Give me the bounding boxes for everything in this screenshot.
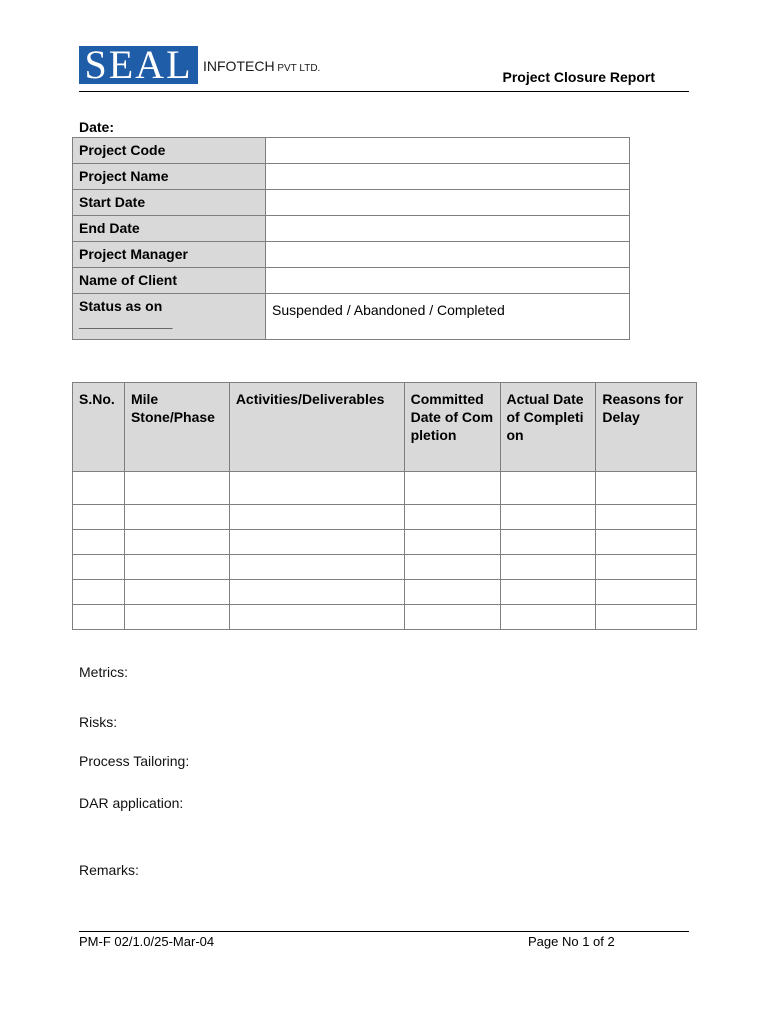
table-cell[interactable] [229, 472, 404, 505]
info-row-project-code [73, 138, 630, 164]
table-cell[interactable] [500, 555, 596, 580]
remarks-label: Remarks: [79, 862, 139, 878]
risks-label: Risks: [79, 714, 118, 730]
info-label: Project Code [73, 138, 266, 164]
metrics-label: Metrics: [79, 664, 128, 680]
header-divider [79, 91, 689, 92]
page-number: Page No 1 of 2 [528, 934, 615, 949]
date-label: Date: [79, 119, 115, 135]
status-label: Status as on [79, 298, 163, 314]
table-cell[interactable] [229, 555, 404, 580]
table-cell[interactable] [73, 580, 125, 605]
table-cell[interactable] [500, 580, 596, 605]
table-cell[interactable] [229, 530, 404, 555]
column-header-milestone: Mile Stone/Phase [124, 383, 229, 472]
table-cell[interactable] [124, 472, 229, 505]
info-row-start-date [73, 190, 630, 216]
info-value-field[interactable] [266, 138, 630, 164]
info-value-field[interactable] [266, 190, 630, 216]
table-cell[interactable] [404, 530, 500, 555]
table-cell[interactable] [73, 472, 125, 505]
milestone-header-row [73, 383, 697, 472]
table-cell[interactable] [596, 472, 697, 505]
table-row [73, 555, 697, 580]
form-id: PM-F 02/1.0/25-Mar-04 [79, 934, 215, 949]
table-cell[interactable] [73, 505, 125, 530]
milestone-table [72, 382, 697, 630]
table-row [73, 505, 697, 530]
column-header-sno: S.No. [73, 383, 125, 472]
table-cell[interactable] [73, 605, 125, 630]
table-cell[interactable] [124, 605, 229, 630]
column-header-activities: Activities/Deliverables [229, 383, 404, 472]
info-row-status [73, 294, 630, 340]
table-cell[interactable] [500, 530, 596, 555]
table-row [73, 530, 697, 555]
info-value-field[interactable] [266, 242, 630, 268]
table-cell[interactable] [596, 505, 697, 530]
company-name-main: INFOTECH [203, 58, 275, 74]
table-cell[interactable] [124, 530, 229, 555]
table-row [73, 472, 697, 505]
dar-application-label: DAR application: [79, 795, 184, 811]
table-cell[interactable] [73, 555, 125, 580]
table-cell[interactable] [404, 472, 500, 505]
info-row-project-manager [73, 242, 630, 268]
company-name [203, 58, 320, 74]
info-row-client-name [73, 268, 630, 294]
table-cell[interactable] [596, 555, 697, 580]
info-label: End Date [73, 216, 266, 242]
table-row [73, 580, 697, 605]
info-value-field[interactable] [266, 164, 630, 190]
column-header-delay-reasons: Reasons for Delay [596, 383, 697, 472]
table-cell[interactable] [229, 505, 404, 530]
table-cell[interactable] [596, 530, 697, 555]
info-label: Start Date [73, 190, 266, 216]
status-label-cell [73, 294, 266, 340]
info-row-end-date [73, 216, 630, 242]
info-value-field[interactable] [266, 216, 630, 242]
table-cell[interactable] [404, 580, 500, 605]
table-cell[interactable] [500, 472, 596, 505]
status-value-field[interactable]: Suspended / Abandoned / Completed [266, 294, 630, 340]
info-label: Project Manager [73, 242, 266, 268]
table-cell[interactable] [404, 505, 500, 530]
info-label: Name of Client [73, 268, 266, 294]
info-label: Project Name [73, 164, 266, 190]
table-cell[interactable] [500, 505, 596, 530]
table-cell[interactable] [229, 580, 404, 605]
status-date-blank: ____________ [79, 314, 173, 330]
table-cell[interactable] [73, 530, 125, 555]
table-cell[interactable] [404, 605, 500, 630]
info-row-project-name [73, 164, 630, 190]
info-value-field[interactable] [266, 268, 630, 294]
process-tailoring-label: Process Tailoring: [79, 753, 190, 769]
document-title: Project Closure Report [502, 69, 655, 85]
table-cell[interactable] [124, 580, 229, 605]
table-cell[interactable] [229, 605, 404, 630]
table-row [73, 605, 697, 630]
table-cell[interactable] [124, 555, 229, 580]
project-info-table [72, 137, 630, 340]
table-cell[interactable] [596, 580, 697, 605]
column-header-actual-date: Actual Date of Completion [500, 383, 596, 472]
table-cell[interactable] [404, 555, 500, 580]
company-logo: SEAL [84, 42, 193, 87]
table-cell[interactable] [500, 605, 596, 630]
column-header-committed-date: Committed Date of Completion [404, 383, 500, 472]
footer-divider [79, 931, 689, 932]
company-name-suffix: PVT LTD. [274, 63, 321, 74]
table-cell[interactable] [124, 505, 229, 530]
table-cell[interactable] [596, 605, 697, 630]
